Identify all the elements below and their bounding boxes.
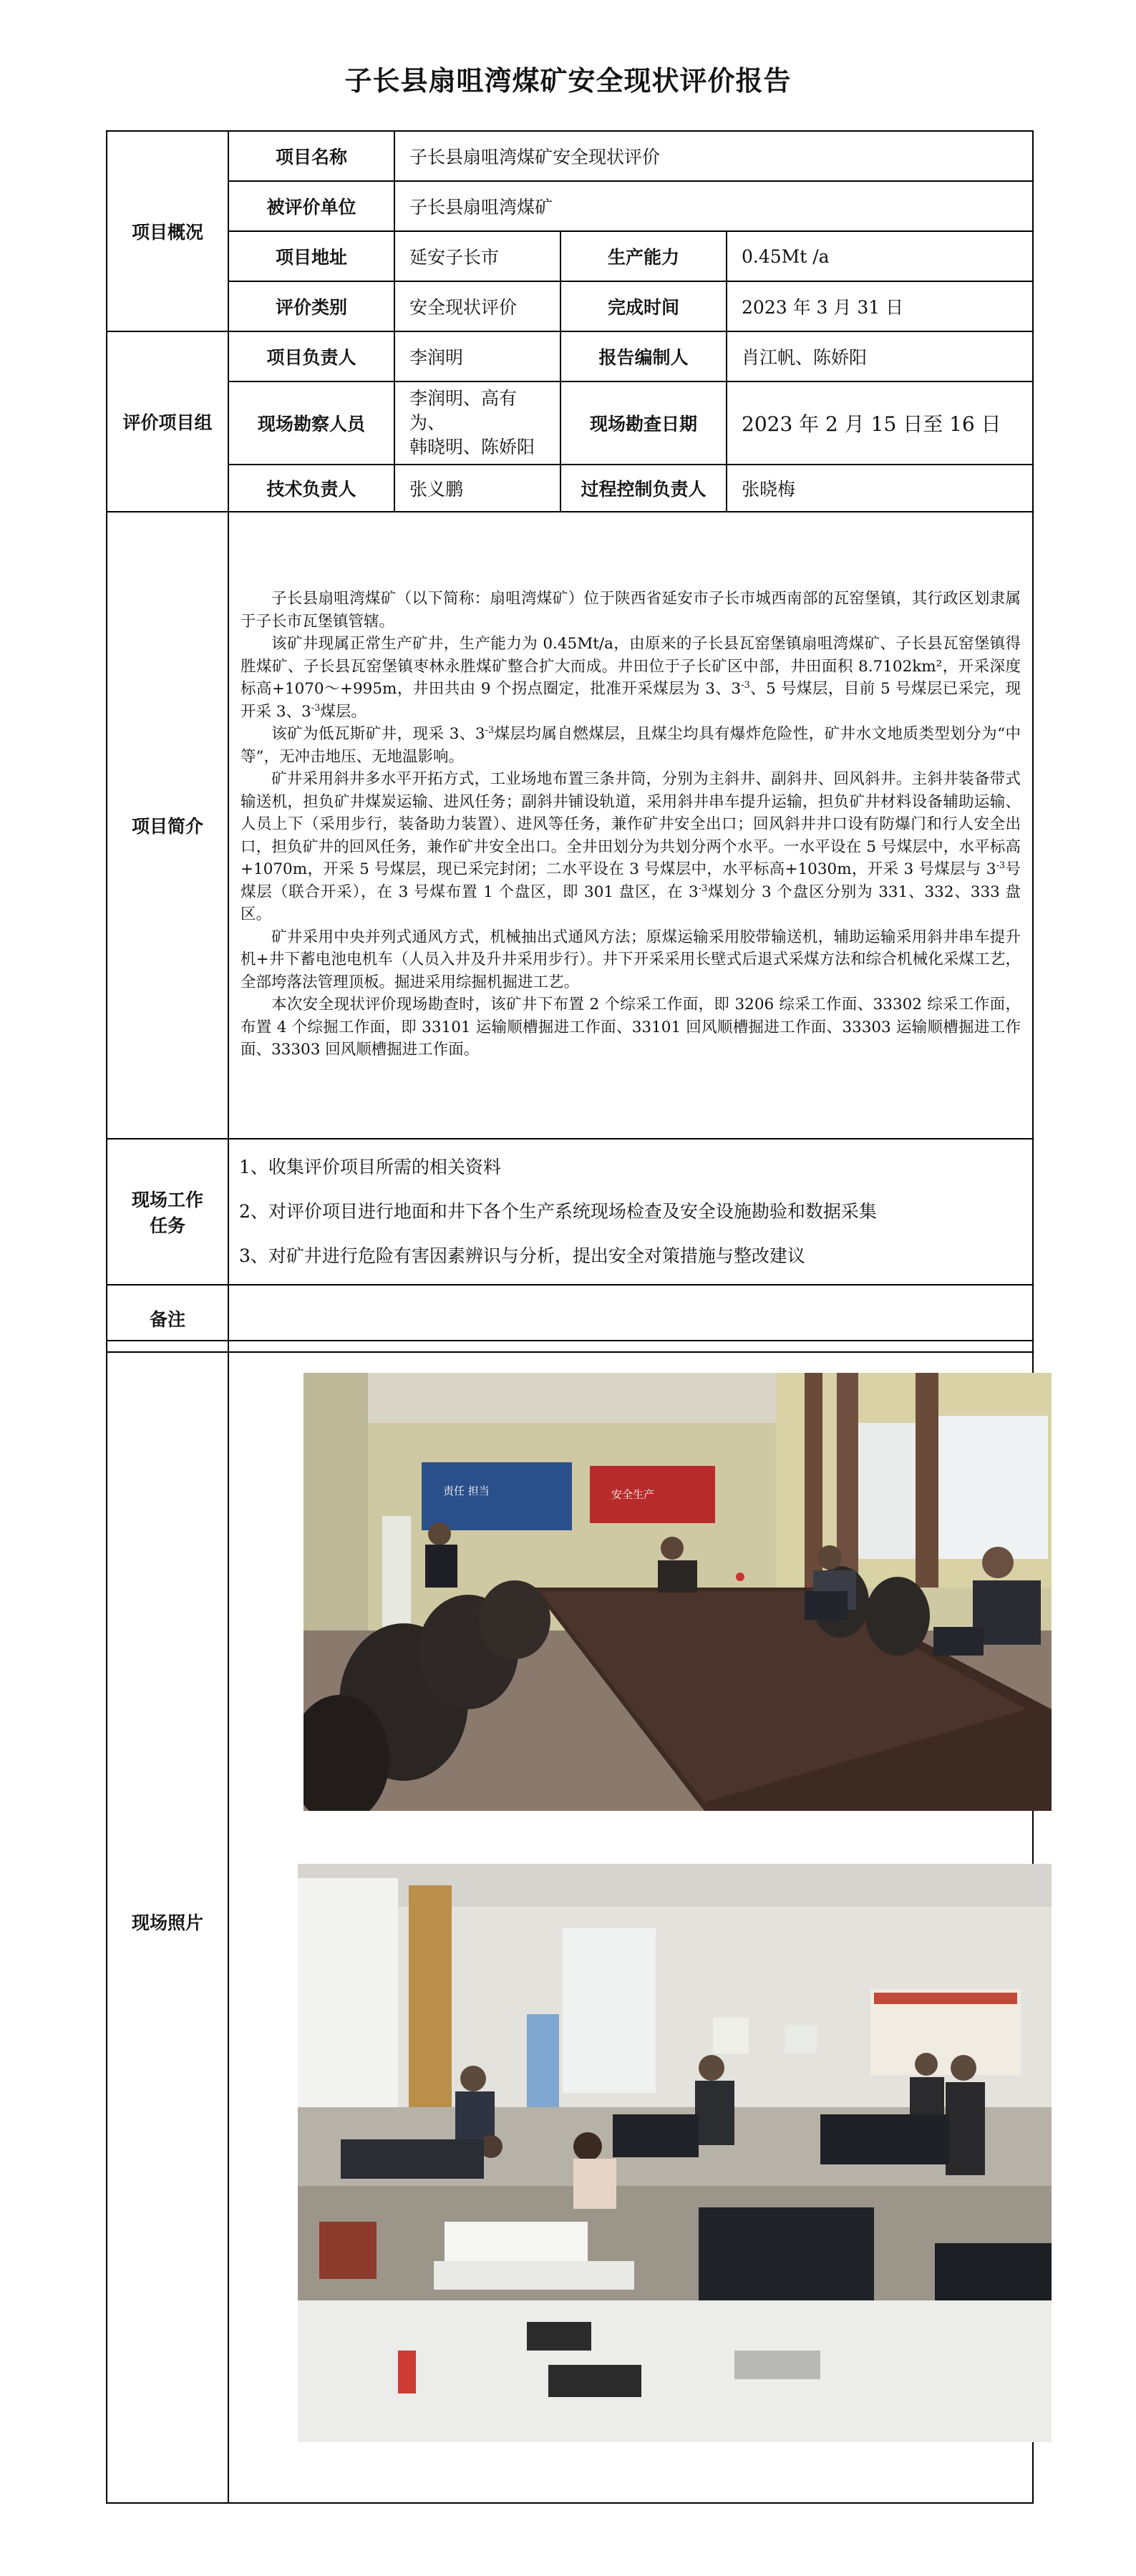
intro-paragraph: 该矿井现属正常生产矿井，生产能力为 0.45Mt/a，由原来的子长县瓦窑堡镇扇咀湾煤矿、子长县瓦窑堡镇得胜煤矿、子长县瓦窑堡镇枣林永胜煤矿整合扩大而成。井田位于子长矿区中部，井田面积 8.7102km²，开采深度标高+1070～+995m，井田共由 9 个拐点圈定，批准开采煤层为 3、$3^{-3}$、5 号煤层，目前 5 号煤层已采完，现开采 3、$3^{-3}$煤层。 xyxy=(241,635,1021,721)
survey-staff-label: 现场勘察人员 xyxy=(228,381,394,465)
intro-paragraph: 该矿为低瓦斯矿井，现采 3、$3^{-3}$煤层均属自燃煤层，且煤尘均具有爆炸危险性，矿井水文地质类型划分为“中等”，无冲击地压、无地温影响。 xyxy=(241,725,1021,766)
survey-staff-value xyxy=(394,381,560,465)
photo-table xyxy=(106,1340,1034,2504)
report-value: 肖江帆、陈娇阳 xyxy=(727,331,1033,381)
address-value: 延安子长市 xyxy=(394,231,560,281)
intro-text xyxy=(228,512,1033,1139)
tech-lead-label: 技术负责人 xyxy=(228,465,394,512)
meeting-room-image xyxy=(304,1373,1052,1811)
report-info-table xyxy=(106,130,1034,1353)
project-name-value: 子长县扇咀湾煤矿安全现状评价 xyxy=(394,131,1033,181)
photo-cell xyxy=(228,1341,1033,2503)
leader-value: 李润明 xyxy=(394,331,560,381)
office-image xyxy=(298,1864,1052,2442)
section-intro: 项目简介 xyxy=(107,512,228,1139)
capacity-value: 0.45Mt /a xyxy=(727,231,1033,281)
process-control-label: 过程控制负责人 xyxy=(560,465,727,512)
leader-label: 项目负责人 xyxy=(228,331,394,381)
tasks-list xyxy=(228,1139,1033,1285)
intro-paragraph: 本次安全现状评价现场勘查时，该矿井下布置 2 个综采工作面，即 3206 综采工作面、33302 综采工作面，布置 4 个综掘工作面，即 33101 运输顺槽掘进工作面、33101 回风顺槽掘进工作面、33303 运输顺槽掘进工作面、33303 回风顺槽掘进工作面。 xyxy=(241,996,1021,1059)
section-overview: 项目概况 xyxy=(107,131,228,331)
process-control-value: 张晓梅 xyxy=(727,465,1033,512)
tech-lead-value: 张义鹏 xyxy=(394,465,560,512)
address-label: 项目地址 xyxy=(228,231,394,281)
finish-value: 2023 年 3 月 31 日 xyxy=(727,281,1033,331)
intro-paragraph: 矿井采用中央并列式通风方式，机械抽出式通风方法；原煤运输采用胶带输送机，辅助运输采用斜井串车提升机+井下蓄电池电机车（人员入井及升井采用步行）。井下开采采用长壁式后退式采煤方法和综合机械化采煤工艺，全部垮落法管理顶板。掘进采用综掘机掘进工艺。 xyxy=(241,928,1021,991)
survey-staff-line2: 韩晓明、陈娇阳 xyxy=(409,437,535,457)
project-name-label: 项目名称 xyxy=(228,131,394,181)
banner-left-text: 责任 担当 xyxy=(443,1484,490,1497)
intro-paragraph: 子长县扇咀湾煤矿（以下简称：扇咀湾煤矿）位于陕西省延安市子长市城西南部的瓦窑堡镇，其行政区划隶属于子长市瓦堡镇管辖。 xyxy=(241,590,1021,631)
intro-paragraph: 矿井采用斜井多水平开拓方式，工业场地布置三条井筒，分别为主斜井、副斜井、回风斜井。主斜井装备带式输送机，担负矿井煤炭运输、进风任务；副斜井铺设轨道，采用斜井串车提升运输，担负矿井材料设备辅助运输、人员上下（采用步行，装备助力装置）、进风等任务，兼作矿井安全出口；回风斜井井口设有防爆门和行人安全出口，担负矿井的回风任务，兼作矿井安全出口。全井田划分为共划分两个水平。一水平设在 5 号煤层中，水平标高+1070m，开采 5 号煤层，现已采完封闭；二水平设在 3 号煤层中，水平标高+1030m，开采 3 号煤层与 $3^{-3}$号煤层（联合开采），在 3 号煤布置 1 个盘区，即 301 盘区，在 $3^{-3}$煤划分 3 个盘区分别为 331、332、333 盘区。 xyxy=(241,770,1021,924)
section-photos: 现场照片 xyxy=(107,1341,228,2503)
section-team: 评价项目组 xyxy=(107,331,228,512)
capacity-label: 生产能力 xyxy=(560,231,727,281)
site-photo-office xyxy=(298,1864,1052,2442)
document-title: 子长县扇咀湾煤矿安全现状评价报告 xyxy=(344,64,792,97)
report-label: 报告编制人 xyxy=(560,331,727,381)
site-photo-meeting xyxy=(304,1373,1052,1811)
category-value: 安全现状评价 xyxy=(394,281,560,331)
unit-label: 被评价单位 xyxy=(228,181,394,231)
section-notes: 备注 xyxy=(107,1285,228,1352)
survey-date-label: 现场勘查日期 xyxy=(560,381,727,465)
survey-staff-line1: 李润明、高有为、 xyxy=(409,388,518,433)
unit-value: 子长县扇咀湾煤矿 xyxy=(394,181,1033,231)
finish-label: 完成时间 xyxy=(560,281,727,331)
banner-right-text: 安全生产 xyxy=(611,1488,655,1501)
task-item: 1、收集评价项目所需的相关资料 xyxy=(239,1157,501,1177)
task-item: 3、对矿井进行危险有害因素辨识与分析，提出安全对策措施与整改建议 xyxy=(239,1245,805,1266)
category-label: 评价类别 xyxy=(228,281,394,331)
survey-date-value: 2023 年 2 月 15 日至 16 日 xyxy=(727,381,1033,465)
task-item: 2、对评价项目进行地面和井下各个生产系统现场检查及安全设施勘验和数据采集 xyxy=(239,1201,877,1222)
section-tasks: 现场工作 任务 xyxy=(107,1139,228,1285)
